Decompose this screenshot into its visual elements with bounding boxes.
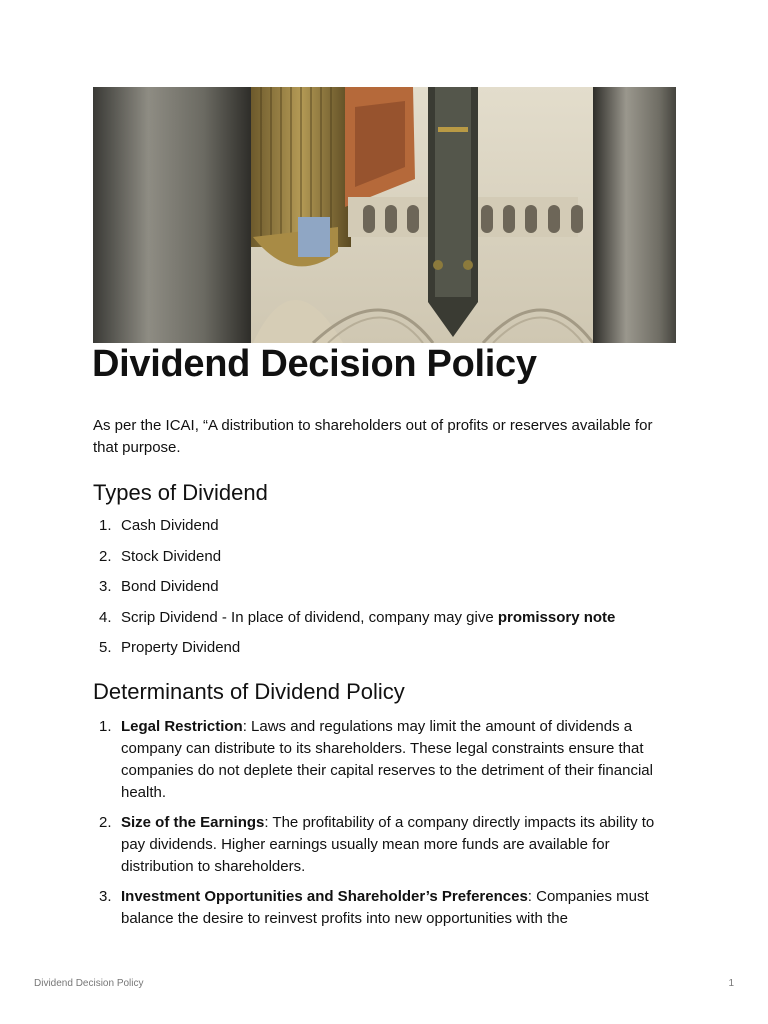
types-heading: Types of Dividend <box>93 480 268 505</box>
list-item: 2. Size of the Earnings: The profitability of a company directly impacts its ability to pay dividends. Higher earnings usually mean more funds are available for distribution to shareholders. <box>99 814 655 875</box>
determinants-list <box>93 716 678 938</box>
footer-page-number: 1 <box>728 978 734 989</box>
footer-document-name: Dividend Decision Policy <box>34 978 144 989</box>
list-item: 3. Bond Dividend <box>99 578 219 595</box>
list-item: 5. Property Dividend <box>99 639 241 656</box>
bold-term: Investment Opportunities and Shareholder’s Preferences <box>121 888 528 905</box>
determinants-heading: Determinants of Dividend Policy <box>93 679 405 704</box>
list-item: 4. Scrip Dividend - In place of dividend, company may give promissory note <box>99 608 616 626</box>
list-item: 3. Investment Opportunities and Shareholder’s Preferences: Companies must balance the desire to reinvest profits into new opportunities with the <box>99 888 649 927</box>
bold-term: Size of the Earnings <box>121 814 265 831</box>
list-item: 2. Stock Dividend <box>99 547 222 565</box>
types-list <box>93 515 678 668</box>
page-title: Dividend Decision Policy <box>92 343 537 385</box>
cover-image <box>93 87 676 343</box>
bold-term: Legal Restriction <box>121 718 243 735</box>
list-item: 1. Legal Restriction: Laws and regulations may limit the amount of dividends a company can distribute to its shareholders. These legal constraints ensure that companies do not deplete their capital reserves to the detriment of their financial health. <box>99 718 653 801</box>
intro-paragraph: As per the ICAI, “A distribution to shareholders out of profits or reserves available for that purpose. <box>93 417 653 456</box>
bold-term: promissory note <box>497 608 616 626</box>
list-item: 1. Cash Dividend <box>99 517 219 534</box>
